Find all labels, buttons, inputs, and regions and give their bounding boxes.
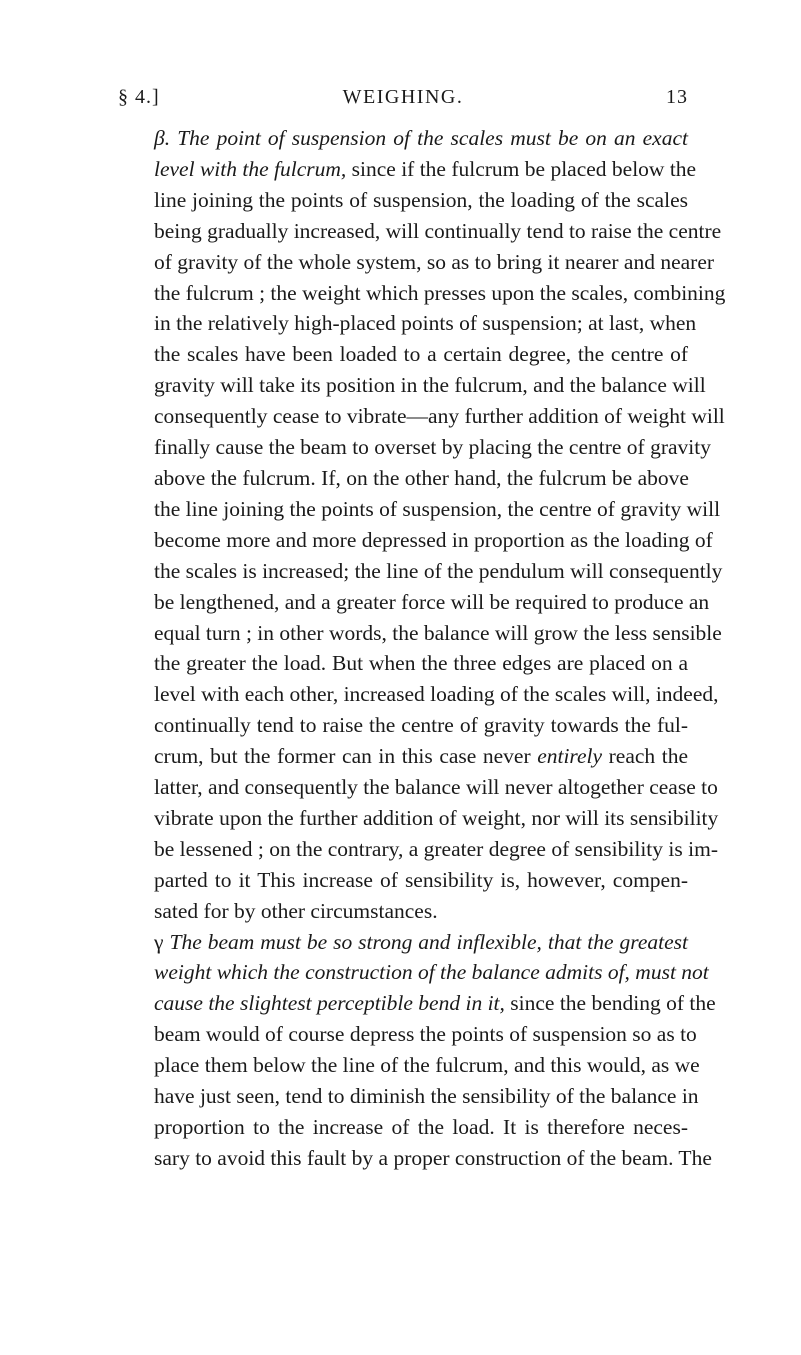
text-line <box>118 185 688 216</box>
text-line <box>118 1143 712 1174</box>
roman-text: gravity will take its position in the fulcrum, and the balance will <box>154 373 706 398</box>
roman-text: since the bending of the <box>504 991 716 1016</box>
text-line <box>118 494 721 525</box>
text-line <box>118 247 715 278</box>
text-line <box>118 741 688 772</box>
roman-text: the greater the load. But when the three edges are placed on a <box>154 651 688 676</box>
text-line <box>118 988 716 1019</box>
text-line <box>118 865 688 896</box>
roman-text: proportion to the increase of the load. It is therefore neces- <box>154 1115 688 1139</box>
text-line <box>118 834 718 865</box>
running-head <box>118 86 688 116</box>
text-line <box>118 772 718 803</box>
text-line <box>118 556 723 587</box>
roman-text: being gradually increased, will continually tend to raise the centre <box>154 218 722 243</box>
text-line <box>118 370 706 401</box>
text-line <box>118 1081 699 1112</box>
text-line <box>118 679 719 710</box>
text-line <box>118 216 722 247</box>
roman-text: be lengthened, and a greater force will be required to produce an <box>154 589 710 614</box>
roman-text: finally cause the beam to overset by placing the centre of gravity <box>154 435 711 460</box>
running-title: WEIGHING. <box>342 86 464 108</box>
roman-text: the fulcrum ; the weight which presses upon the scales, combining <box>154 280 726 305</box>
roman-text: be lessened ; on the contrary, a greater degree of sensibility is im- <box>154 836 718 861</box>
italic-text: weight which the construction of the balance admits of, must not <box>154 960 709 985</box>
text-line <box>118 463 688 494</box>
roman-text: line joining the points of suspension, the loading of the scales <box>154 187 688 212</box>
roman-text: place them below the line of the fulcrum, and this would, as we <box>154 1053 700 1078</box>
roman-text: equal turn ; in other words, the balance will grow the less sensible <box>154 620 722 645</box>
section-number: § 4.] <box>118 86 160 108</box>
roman-text: the scales have been loaded to a certain degree, the centre of <box>154 342 688 367</box>
roman-text: parted to it This increase of sensibility is, however, compen- <box>154 867 688 892</box>
roman-text: beam would of course depress the points of suspension so as to <box>154 1022 697 1047</box>
roman-text: since if the fulcrum be placed below the <box>346 156 697 181</box>
roman-text: consequently cease to vibrate—any further addition of weight will <box>154 404 725 429</box>
text-line <box>118 618 722 649</box>
text-line <box>118 123 688 154</box>
roman-text: sated for by other circumstances. <box>154 898 438 923</box>
roman-text: vibrate upon the further addition of weight, nor will its sensibility <box>154 805 719 830</box>
roman-text: continually tend to raise the centre of gravity towards the ful- <box>154 713 688 738</box>
page-number: 13 <box>666 86 688 108</box>
text-line <box>118 308 697 339</box>
paragraph-gamma <box>118 927 716 1174</box>
roman-text: the line joining the points of suspension, the centre of gravity will <box>154 496 721 521</box>
text-line <box>118 803 719 834</box>
text-line <box>118 432 711 463</box>
roman-text: γ <box>154 929 170 954</box>
roman-text: reach the <box>602 744 688 769</box>
text-line <box>118 278 726 309</box>
text-line <box>118 1019 697 1050</box>
roman-text: become more and more depressed in proportion as the loading of <box>154 527 713 552</box>
italic-text: entirely <box>537 744 603 769</box>
roman-text: latter, and consequently the balance will never altogether cease to <box>154 775 718 800</box>
text-line <box>118 154 697 185</box>
text-line <box>118 648 688 679</box>
text-line <box>118 1112 688 1143</box>
text-line <box>118 401 725 432</box>
roman-text: above the fulcrum. If, on the other hand, the fulcrum be above <box>154 465 689 490</box>
roman-text: the scales is increased; the line of the pendulum will consequently <box>154 558 723 583</box>
italic-text: cause the slightest perceptible bend in it, <box>154 991 505 1016</box>
body-text <box>118 123 726 1174</box>
roman-text: in the relatively high-placed points of suspension; at last, when <box>154 311 697 336</box>
paragraph-beta <box>118 123 726 927</box>
italic-text: level with the fulcrum, <box>154 156 347 181</box>
roman-text: sary to avoid this fault by a proper construction of the beam. The <box>154 1145 712 1170</box>
roman-text: level with each other, increased loading of the scales will, indeed, <box>154 682 719 707</box>
text-line <box>118 710 688 741</box>
roman-text: crum, but the former can in this case never <box>154 744 538 769</box>
text-line <box>118 587 710 618</box>
italic-text: The beam must be so strong and inflexible, that the greatest <box>169 929 688 954</box>
text-line <box>118 525 713 556</box>
italic-text: β. The point of suspension of the scales must be on an exact <box>154 126 688 150</box>
text-line <box>118 1050 700 1081</box>
roman-text: of gravity of the whole system, so as to bring it nearer and nearer <box>154 249 715 274</box>
text-line <box>118 339 688 370</box>
text-line <box>118 896 688 927</box>
text-line <box>118 957 709 988</box>
roman-text: have just seen, tend to diminish the sensibility of the balance in <box>154 1084 699 1109</box>
text-line <box>118 927 688 958</box>
